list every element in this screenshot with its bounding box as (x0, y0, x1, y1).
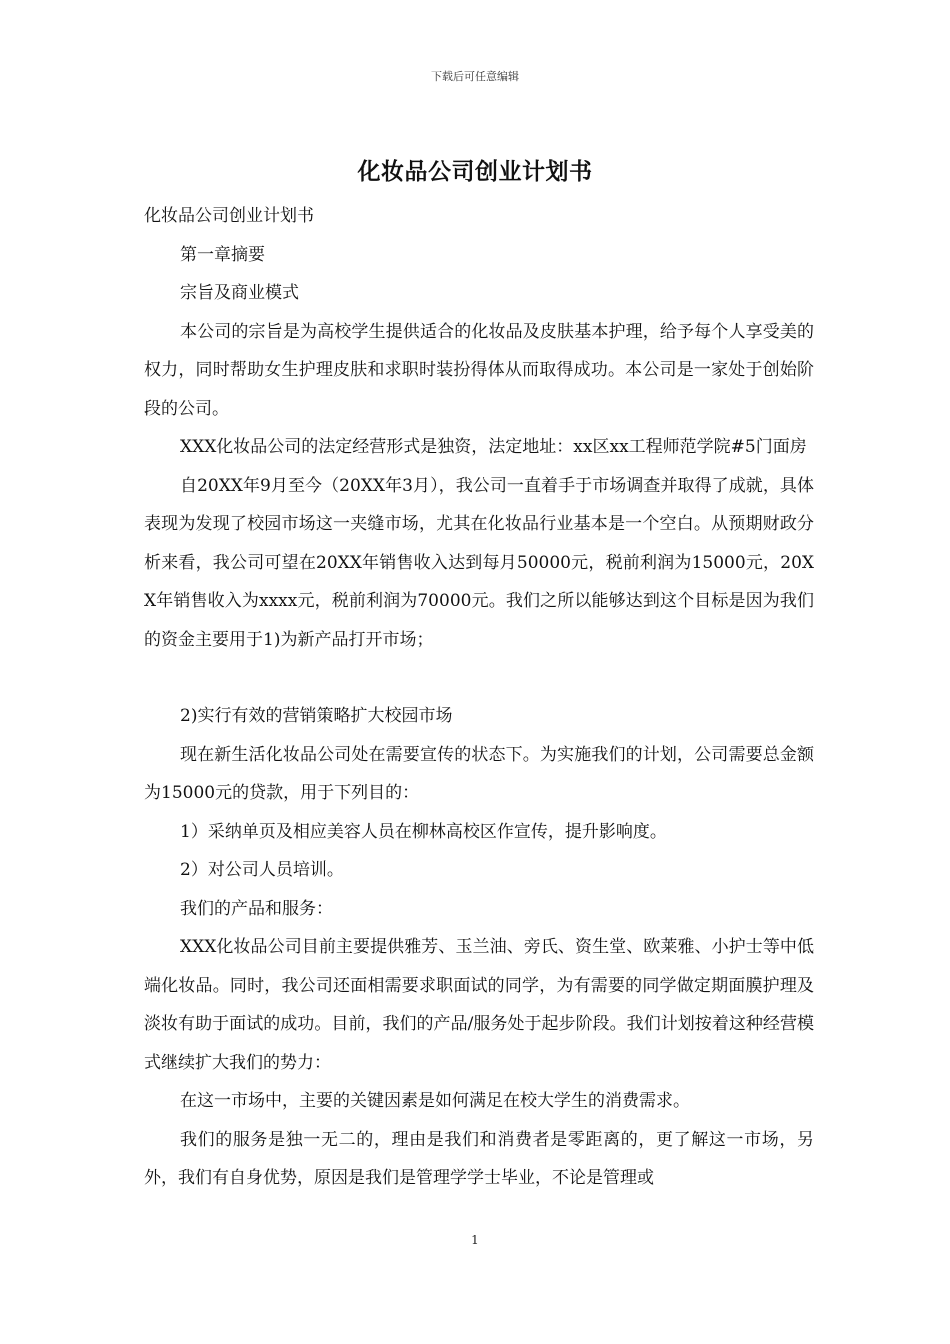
paragraph-market-research: 自20XX年9月至今（20XX年3月），我公司一直着手于市场调查并取得了成就，具体表现为发现了校园市场这一夹缝市场，尤其在化妆品行业基本是一个空白。从预期财政分析来看，我公司可望在20XX年销售收入达到每月50000元，税前利润为15000元，20XX年销售收入为xxxx元，税前利润为70000元。我们之所以能够达到这个目标是因为我们的资金主要用于1)为新产品打开市场； (144, 475, 814, 650)
paragraph-products: XXX化妆品公司目前主要提供雅芳、玉兰油、旁氏、资生堂、欧莱雅、小护士等中低端化妆品。同时，我公司还面相需要求职面试的同学，为有需要的同学做定期面膜护理及淡妆有助于面试的成功。目前，我们的产品/服务处于起步阶段。我们计划按着这种经营模式继续扩大我们的势力： (144, 937, 814, 1073)
document-title: 化妆品公司创业计划书 (357, 159, 593, 185)
paragraph-service-advantage: 我们的服务是独一无二的，理由是我们和消费者是零距离的，更了解这一市场，另外，我们有自身优势，原因是我们是管理学学士毕业，不论是管理或 (144, 1129, 814, 1188)
paragraph-funding: 现在新生活化妆品公司处在需要宣传的状态下。为实施我们的计划，公司需要总金额为15000元的贷款，用于下列目的： (144, 744, 814, 803)
paragraph-section-heading: 宗旨及商业模式 (180, 283, 299, 303)
paragraph-funding-use-2: 2）对公司人员培训。 (180, 860, 344, 880)
paragraph-purpose: 本公司的宗旨是为高校学生提供适合的化妆品及皮肤基本护理，给予每个人享受美的权力，同时帮助女生护理皮肤和求职时装扮得体从而取得成功。本公司是一家处于创始阶段的公司。 (144, 321, 814, 419)
paragraph-funding-use-1: 1）采纳单页及相应美容人员在柳林高校区作宣传，提升影响度。 (180, 821, 667, 842)
paragraph-products-heading: 我们的产品和服务： (180, 898, 333, 919)
header-note: 下载后可任意编辑 (431, 70, 519, 83)
paragraph-subtitle: 化妆品公司创业计划书 (144, 206, 314, 226)
paragraph-key-factor: 在这一市场中，主要的关键因素是如何满足在校大学生的消费需求。 (180, 1091, 690, 1111)
paragraph-marketing-strategy: 2)实行有效的营销策略扩大校园市场 (180, 706, 453, 726)
paragraph-legal-form: XXX化妆品公司的法定经营形式是独资，法定地址：xx区xx工程师范学院#5门面房 (180, 437, 807, 457)
page-number: 1 (471, 1233, 479, 1247)
document-body (144, 197, 814, 1198)
paragraph-chapter-heading: 第一章摘要 (180, 244, 265, 265)
